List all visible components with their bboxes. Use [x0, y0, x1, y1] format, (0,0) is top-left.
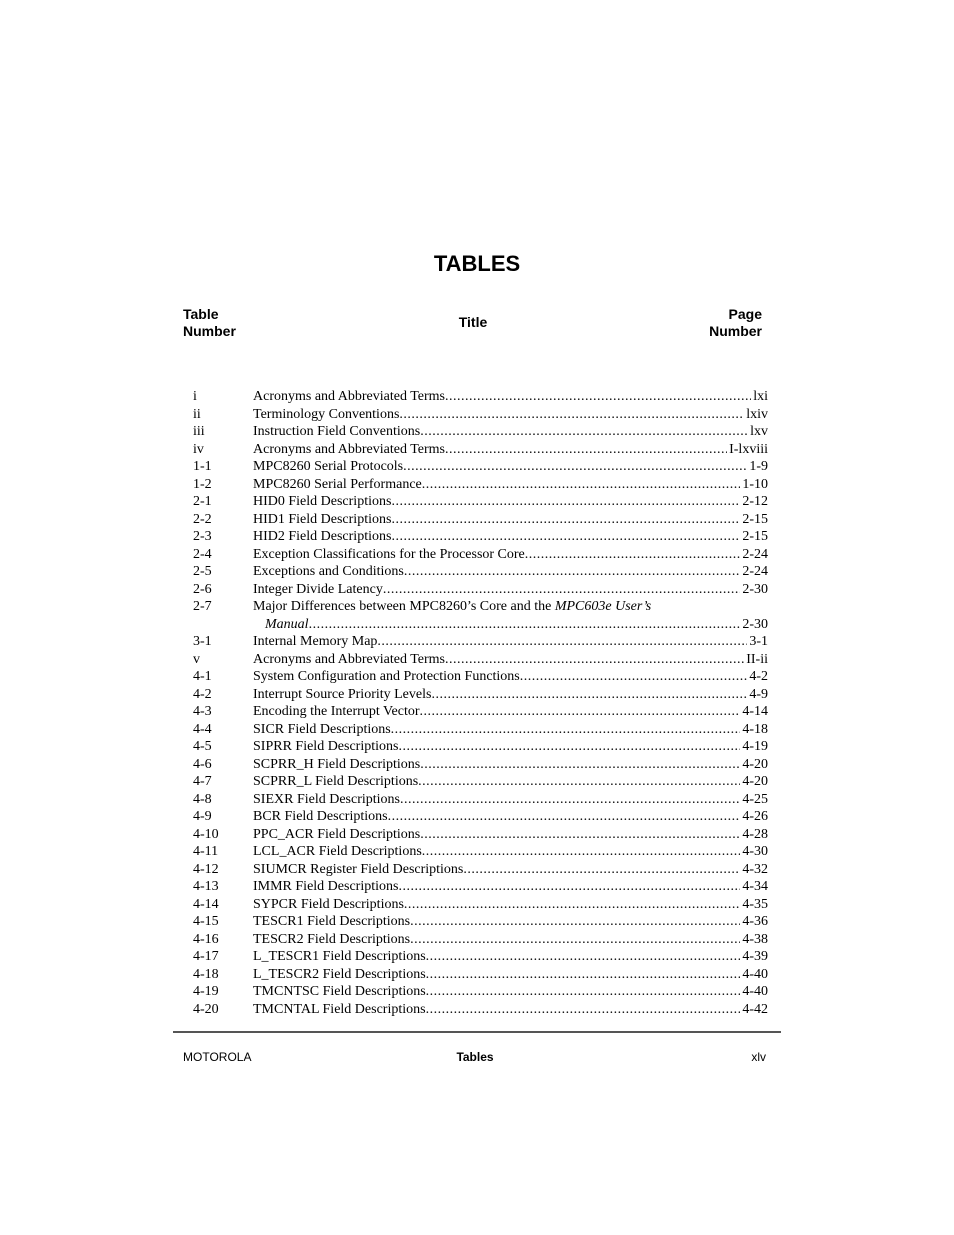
entry-title: Exceptions and Conditions — [253, 564, 404, 579]
entry-title-line — [253, 931, 768, 949]
list-item — [193, 686, 768, 704]
leader-dots — [426, 1001, 741, 1019]
table-number: 2-5 — [193, 564, 212, 579]
page-number: II-ii — [746, 651, 768, 667]
table-number: 4-14 — [193, 896, 219, 912]
table-number: 4-3 — [193, 704, 212, 719]
entry-title-line — [253, 913, 768, 931]
leader-dots — [403, 458, 747, 476]
footer-company: MOTOROLA — [183, 1050, 252, 1064]
leader-dots — [418, 773, 740, 791]
leader-dots — [391, 721, 741, 739]
entry-title-italic: Manual — [265, 616, 309, 632]
entry-title-line — [253, 493, 768, 511]
entry-title-line — [253, 721, 768, 739]
entry-title-line — [253, 791, 768, 809]
leader-dots — [309, 616, 741, 634]
table-number: 4-12 — [193, 861, 219, 877]
entry-title: Instruction Field Conventions — [253, 424, 421, 439]
leader-dots — [422, 843, 741, 861]
entry-title-line — [253, 773, 768, 791]
entry-title: Terminology Conventions — [253, 406, 400, 422]
table-number: 4-8 — [193, 791, 212, 807]
list-item — [193, 651, 768, 669]
leader-dots — [383, 581, 741, 599]
list-item — [193, 878, 768, 896]
table-number: iii — [193, 424, 205, 439]
entry-title-line — [253, 423, 768, 441]
page-number: lxiv — [746, 406, 768, 422]
table-number: 4-15 — [193, 914, 219, 929]
table-number: 4-16 — [193, 931, 219, 947]
page-title: TABLES — [433, 251, 521, 276]
leader-dots — [398, 738, 740, 756]
page-number: 4-19 — [742, 739, 768, 754]
list-item — [193, 546, 768, 564]
page-number: 4-32 — [742, 861, 768, 877]
list-item — [193, 791, 768, 809]
leader-dots — [420, 826, 740, 844]
list-item — [193, 598, 768, 616]
entry-title-line — [253, 1001, 768, 1019]
leader-dots — [525, 546, 741, 564]
list-item — [193, 808, 768, 826]
page-number: 4-38 — [742, 931, 768, 947]
leader-dots — [399, 406, 744, 424]
leader-dots — [431, 686, 747, 704]
entry-title: LCL_ACR Field Descriptions — [253, 844, 422, 859]
leader-dots — [404, 896, 740, 914]
list-item — [193, 1001, 768, 1019]
entry-title-line — [253, 546, 768, 564]
leader-dots — [398, 878, 740, 896]
entry-title-line — [253, 966, 768, 984]
table-number: v — [193, 651, 200, 667]
entry-title: HID1 Field Descriptions — [253, 511, 392, 527]
entry-title: HID2 Field Descriptions — [253, 529, 392, 544]
entry-title: Major Differences between MPC8260’s Core and the — [253, 599, 552, 614]
table-number: 4-13 — [193, 879, 219, 894]
table-number: 4-19 — [193, 984, 219, 999]
table-number: 4-9 — [193, 809, 212, 824]
leader-dots — [377, 633, 747, 651]
leader-dots — [410, 913, 740, 931]
list-item — [193, 738, 768, 756]
list-item — [193, 703, 768, 721]
page-number: 4-26 — [742, 809, 768, 824]
table-number: 1-1 — [193, 459, 212, 474]
list-item — [193, 423, 768, 441]
entry-title-line — [253, 896, 768, 914]
page-number: 4-2 — [749, 669, 768, 684]
table-number: ii — [193, 406, 201, 422]
entry-title-line — [253, 738, 768, 756]
entry-title-line — [253, 598, 768, 616]
page-number: lxi — [753, 389, 768, 404]
page-number: I-lxviii — [729, 441, 768, 457]
list-item — [193, 983, 768, 1001]
entry-title: SIEXR Field Descriptions — [253, 791, 400, 807]
entry-title-line — [253, 581, 768, 599]
leader-dots — [426, 948, 741, 966]
entry-title: BCR Field Descriptions — [253, 809, 388, 824]
entry-title-line — [253, 441, 768, 459]
table-number: 4-20 — [193, 1001, 219, 1017]
entry-title: Interrupt Source Priority Levels — [253, 686, 432, 702]
table-number: 3-1 — [193, 634, 212, 649]
entry-title-line — [253, 406, 768, 424]
list-item — [193, 581, 768, 599]
entry-title-line — [253, 388, 768, 406]
list-item — [193, 913, 768, 931]
entry-title: Encoding the Interrupt Vector — [253, 704, 420, 719]
page-number: 2-30 — [742, 616, 768, 632]
entry-title: PPC_ACR Field Descriptions — [253, 826, 421, 842]
leader-dots — [391, 511, 740, 529]
entry-title-line — [253, 458, 768, 476]
table-number: 2-1 — [193, 494, 212, 509]
table-number: 1-2 — [193, 476, 212, 492]
column-header-page-number-line2: Number — [709, 323, 762, 339]
leader-dots — [420, 756, 740, 774]
entry-title-line — [253, 843, 768, 861]
entry-title-line — [253, 563, 768, 581]
entry-title-line — [253, 948, 768, 966]
list-item — [193, 388, 768, 406]
entry-title: Exception Classifications for the Processor Core — [253, 546, 525, 562]
page-number: 4-36 — [742, 914, 768, 929]
table-number: 2-2 — [193, 511, 212, 527]
page-number: 2-24 — [742, 564, 768, 579]
page-number: 1-9 — [749, 459, 768, 474]
table-number: 4-4 — [193, 721, 212, 737]
entry-title-line — [253, 476, 768, 494]
page-number: 4-25 — [742, 791, 768, 807]
entry-title: SCPRR_L Field Descriptions — [253, 774, 419, 789]
page-number: 4-20 — [742, 774, 768, 789]
page-number: 4-34 — [742, 879, 768, 894]
table-number: 4-2 — [193, 686, 212, 702]
leader-dots — [520, 668, 748, 686]
entry-title: SYPCR Field Descriptions — [253, 896, 404, 912]
entry-title: System Configuration and Protection Functions — [253, 669, 520, 684]
entry-title-line — [253, 616, 768, 634]
page-number: 4-42 — [742, 1001, 768, 1017]
table-of-contents-list — [193, 388, 768, 1018]
page-number: 4-14 — [742, 704, 768, 719]
list-item — [193, 721, 768, 739]
entry-title: TESCR2 Field Descriptions — [253, 931, 411, 947]
table-number: 4-18 — [193, 966, 219, 982]
table-number: 2-7 — [193, 599, 212, 614]
page-number: 4-20 — [742, 756, 768, 772]
entry-title: TMCNTSC Field Descriptions — [253, 984, 426, 999]
list-item — [193, 668, 768, 686]
column-header-table-number-line2: Number — [183, 323, 236, 339]
page-number: 2-24 — [742, 546, 768, 562]
entry-title: IMMR Field Descriptions — [253, 879, 399, 894]
entry-title-line — [253, 756, 768, 774]
leader-dots — [391, 493, 740, 511]
entry-title: SIPRR Field Descriptions — [253, 739, 399, 754]
entry-title-line — [253, 528, 768, 546]
table-number: 4-6 — [193, 756, 212, 772]
entry-title: SCPRR_H Field Descriptions — [253, 756, 421, 772]
entry-title: Integer Divide Latency — [253, 581, 383, 597]
footer-divider — [173, 1031, 781, 1033]
list-item — [193, 493, 768, 511]
page-number: 4-40 — [742, 984, 768, 999]
list-item — [193, 441, 768, 459]
entry-title-line — [253, 878, 768, 896]
leader-dots — [420, 703, 741, 721]
table-number: 4-7 — [193, 774, 212, 789]
column-header-table-number-line1: Table — [183, 306, 219, 322]
leader-dots — [426, 983, 741, 1001]
entry-title: MPC8260 Serial Protocols — [253, 459, 404, 474]
list-item-continuation — [193, 616, 768, 634]
list-item — [193, 948, 768, 966]
table-number: 2-4 — [193, 546, 212, 562]
footer-page-number: xlv — [751, 1050, 766, 1064]
entry-title-line — [253, 703, 768, 721]
entry-title-line — [253, 983, 768, 1001]
entry-title-line — [253, 668, 768, 686]
list-item — [193, 931, 768, 949]
list-item — [193, 563, 768, 581]
entry-title-line — [253, 826, 768, 844]
leader-dots — [422, 476, 741, 494]
list-item — [193, 406, 768, 424]
page-number: 2-30 — [742, 581, 768, 597]
page-number: 4-39 — [742, 949, 768, 964]
table-number: iv — [193, 441, 204, 457]
entry-title-line — [253, 651, 768, 669]
list-item — [193, 528, 768, 546]
leader-dots — [404, 563, 740, 581]
table-number: 4-5 — [193, 739, 212, 754]
list-item — [193, 511, 768, 529]
entry-title: Internal Memory Map — [253, 634, 378, 649]
entry-title: MPC8260 Serial Performance — [253, 476, 422, 492]
table-number: i — [193, 389, 197, 404]
entry-title: TESCR1 Field Descriptions — [253, 914, 411, 929]
leader-dots — [426, 966, 741, 984]
list-item — [193, 756, 768, 774]
list-item — [193, 633, 768, 651]
entry-title: L_TESCR1 Field Descriptions — [253, 949, 426, 964]
page-number: lxv — [750, 424, 768, 439]
column-header-title: Title — [458, 314, 488, 330]
page-number: 4-9 — [749, 686, 768, 702]
entry-title: SICR Field Descriptions — [253, 721, 391, 737]
entry-title: L_TESCR2 Field Descriptions — [253, 966, 426, 982]
entry-title-line — [253, 808, 768, 826]
entry-title-line — [253, 686, 768, 704]
entry-title: SIUMCR Register Field Descriptions — [253, 861, 464, 877]
entry-title: Acronyms and Abbreviated Terms — [253, 441, 445, 457]
list-item — [193, 773, 768, 791]
leader-dots — [410, 931, 740, 949]
list-item — [193, 826, 768, 844]
table-number-empty — [193, 616, 253, 634]
entry-title: Acronyms and Abbreviated Terms — [253, 389, 445, 404]
leader-dots — [445, 441, 727, 459]
list-item — [193, 861, 768, 879]
leader-dots — [391, 528, 740, 546]
list-item — [193, 896, 768, 914]
entry-title-line — [253, 511, 768, 529]
list-item — [193, 458, 768, 476]
page-number: 3-1 — [749, 634, 768, 649]
entry-title-italic: MPC603e User’s — [554, 599, 652, 614]
entry-title-line — [253, 861, 768, 879]
table-number: 4-10 — [193, 826, 219, 842]
page-number: 2-15 — [742, 511, 768, 527]
table-number: 2-3 — [193, 529, 212, 544]
page-number: 4-40 — [742, 966, 768, 982]
table-number: 4-1 — [193, 669, 212, 684]
leader-dots — [388, 808, 741, 826]
entry-title: Acronyms and Abbreviated Terms — [253, 651, 445, 667]
column-header-page-number-line1: Page — [728, 306, 762, 322]
page-number: 4-28 — [742, 826, 768, 842]
list-item — [193, 476, 768, 494]
list-item — [193, 966, 768, 984]
page-number: 4-30 — [742, 844, 768, 859]
entry-title-line — [253, 633, 768, 651]
table-number: 4-17 — [193, 949, 219, 964]
page-number: 4-18 — [742, 721, 768, 737]
page-number: 2-15 — [742, 529, 768, 544]
leader-dots — [463, 861, 740, 879]
table-number: 2-6 — [193, 581, 212, 597]
list-item — [193, 843, 768, 861]
page-number: 2-12 — [742, 494, 768, 509]
entry-title: TMCNTAL Field Descriptions — [253, 1001, 426, 1017]
footer-section-title: Tables — [456, 1050, 494, 1064]
table-number: 4-11 — [193, 844, 219, 859]
column-header-page-number — [709, 306, 762, 340]
leader-dots — [420, 423, 748, 441]
page-number: 4-35 — [742, 896, 768, 912]
page-number: 1-10 — [742, 476, 768, 492]
leader-dots — [400, 791, 740, 809]
leader-dots — [445, 388, 751, 406]
leader-dots — [445, 651, 744, 669]
entry-title: HID0 Field Descriptions — [253, 494, 392, 509]
